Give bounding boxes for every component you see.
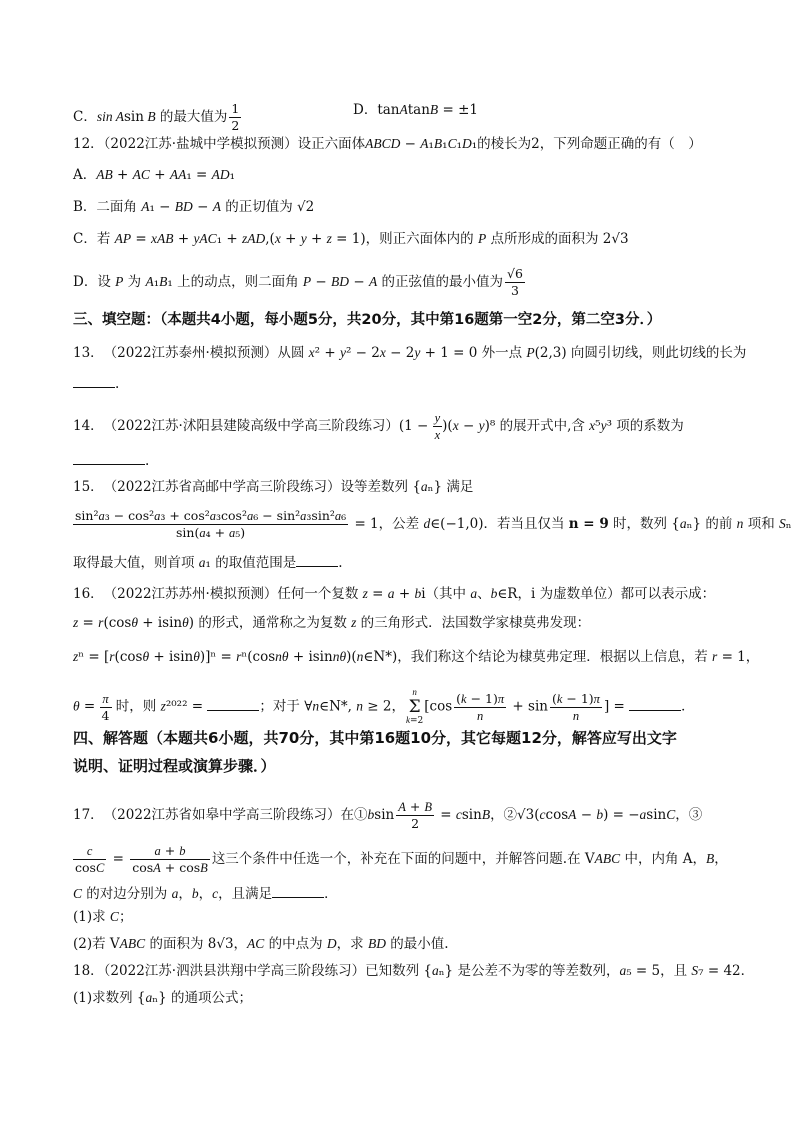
q17-line-3: C 的对边分别为 a，b，c，且满足 ． <box>73 883 338 903</box>
q15-line-2: $\frac{\text{sin²a₃ − cos²a₃ + cos²a₃cos²a₆ − sin²a₃sin²a₆}}{\text{sin(a₄ + a₅)}}$ = 1，公差 d∈(−1,0)．若当且仅当 n = 9 时，数列 {aₙ} 的前 n 项和 Sₙ <box>75 508 792 540</box>
q16-line-4: θ = $\frac{\pi}{4}$ 时，则 z²⁰²² = ；对于 ∀n∈N*, n ≥ 2，n Σ k=2[cos $\frac{(k - 1)\pi}{n}$ + sin $\frac{(k - 1)\pi}{n}$ ] = ． <box>73 687 695 726</box>
document-page: C．sin Asin B 的最大值为 $\frac{1}{2}$ D．tanAtanB = ±1 12．（2022江苏·盐城中学模拟预测）设正六面体ABCD − A₁B₁C₁D₁的棱长为2，下列命题正确的有（ ） A．AB + AC + AA₁ = AD₁ B．二面角 A₁ − BD − A 的正切值为 √2 C．若 AP = xAB + yAC₁ + zAD,(x + y + z = 1)，则正六面体内的 P 点所形成的面积为 2√3 D．设 P 为 A₁B₁ 上的动点，则二面角 P − BD − A 的正弦值的最小值为 $\frac{√6}{3}$ 三、填空题：（本题共4小题，每小题5分，共20分，其中第16题第一空2分，第二空3分．） 13． （2022江苏泰州·模拟预测）从圆 x² + y² − 2x − 2y + 1 = 0 外一点 P(2,3) 向圆引切线，则此切线的长为 . 14． （2022江苏·沭阳县建陵高级中学高三阶段练习）(1 − $\frac{y}{x}$ )(x − y)⁸ 的展开式中,含 x⁵y³ 项的系数为 . 15． （2022江苏省高邮中学高三阶段练习）设等差数列 {aₙ} 满足 $\frac{\text{sin²a₃ − cos²a₃ + cos²a₃cos²a₆ − sin²a₃sin²a₆}}{\text{sin(a₄ + a₅)}}$ = 1，公差 d∈(−1,0)．若当且仅当 n = 9 时，数列 {aₙ} 的前 n 项和 Sₙ 取得最大值，则首项 a₁ 的取值范围是 . 16． （2022江苏苏州·模拟预测）任何一个复数 z = a + bi（其中 a、b∈R，i 为虚数单位）都可以表示成： z = r(cosθ + isinθ) 的形式，通常称之为复数 z 的三角形式．法国数学家棣莫弗发现： zⁿ = [r(cosθ + isinθ)]ⁿ = rⁿ(cosnθ + isinnθ)(n∈N*)，我们称这个结论为棣莫弗定理．根据以上信息，若 r = 1， θ = $\frac{\pi}{4}$ 时，则 z²⁰²² = ；对于 ∀n∈N*, n ≥ 2，n Σ k=2[cos $\frac{(k - 1)\pi}{n}$ + sin $\frac{(k - 1)\pi}{n}$ ] = ． 四、解答题（本题共6小题，共70分，其中第16题10分，其它每题12分，解答应写出文字 说明、证明过程或演算步骤．） 17． （2022江苏省如皋中学高三阶段练习）在①bsin $\frac{A + B}{2}$ = csinB，②√3(ccosA − b) = −asinC，③ $\frac{c}{\cos C}$ = $\frac{a + b}{\cos A + \cos B}$ 这三个条件中任选一个，补充在下面的问题中，并解答问题.在 VABC 中，内角 A，B， C 的对边分别为 a，b，c，且满足 ． (1)求 C； (2)若 VABC 的面积为 8√3，AC 的中点为 D，求 BD 的最小值. 18．（2022江苏·泗洪县洪翔中学高三阶段练习）已知数列 {aₙ} 是公差不为零的等差数列，a₅ = 5，且 S₇ = 42． (1)求数列 {aₙ} 的通项公式； <box>73 101 792 1006</box>
q15-line-1: 15． （2022江苏省高邮中学高三阶段练习）设等差数列 {aₙ} 满足 <box>73 479 474 495</box>
q16-line-3: zⁿ = [r(cosθ + isinθ)]ⁿ = rⁿ(cosnθ + isinnθ)(n∈N*)，我们称这个结论为棣莫弗定理．根据以上信息，若 r = 1， <box>73 649 760 665</box>
section-4-heading-line-2: 说明、证明过程或演算步骤．） <box>73 757 276 775</box>
q13-answer-blank[interactable]: . <box>73 373 119 393</box>
q18-sub-1: (1)求数列 {aₙ} 的通项公式； <box>73 990 252 1006</box>
q17-line-2: $\frac{c}{\cos C}$ = $\frac{a + b}{\cos A + \cos B}$ 这三个条件中任选一个，补充在下面的问题中，并解答问题.在 VABC 中，内角 A，B， <box>75 843 728 875</box>
q14-text: 14． （2022江苏·沭阳县建陵高级中学高三阶段练习）(1 − $\frac{y}{x}$ )(x − y)⁸ 的展开式中,含 x⁵y³ 项的系数为 <box>73 411 684 442</box>
q12-option-d: D．设 P 为 A₁B₁ 上的动点，则二面角 P − BD − A 的正弦值的最小值为 $\frac{√6}{3}$ <box>73 266 523 298</box>
q16-line-1: 16． （2022江苏苏州·模拟预测）任何一个复数 z = a + bi（其中 a、b∈R，i 为虚数单位）都可以表示成： <box>73 586 716 602</box>
q12-option-a: A．AB + AC + AA₁ = AD₁ <box>73 167 236 183</box>
q17-line-1: 17． （2022江苏省如皋中学高三阶段练习）在①bsin $\frac{A + B}{2}$ = csinB，②√3(ccosA − b) = −asinC，③ <box>73 799 703 831</box>
q14-answer-blank[interactable]: . <box>73 450 149 470</box>
q12-option-c: C．若 AP = xAB + yAC₁ + zAD,(x + y + z = 1)，则正六面体内的 P 点所形成的面积为 2√3 <box>73 231 629 247</box>
q15-line-3: 取得最大值，则首项 a₁ 的取值范围是 . <box>73 552 343 572</box>
q11-option-d: D．tanAtanB = ±1 <box>353 102 478 118</box>
q17-sub-1: (1)求 C； <box>73 909 133 925</box>
q16-line-2: z = r(cosθ + isinθ) 的形式，通常称之为复数 z 的三角形式．法国数学家棣莫弗发现： <box>73 615 591 631</box>
section-3-heading: 三、填空题：（本题共4小题，每小题5分，共20分，其中第16题第一空2分，第二空3分．） <box>73 312 662 328</box>
q13-text: 13． （2022江苏泰州·模拟预测）从圆 x² + y² − 2x − 2y + 1 = 0 外一点 P(2,3) 向圆引切线，则此切线的长为 <box>73 345 747 361</box>
q17-sub-2: (2)若 VABC 的面积为 8√3，AC 的中点为 D，求 BD 的最小值. <box>73 936 449 952</box>
q18-line-1: 18．（2022江苏·泗洪县洪翔中学高三阶段练习）已知数列 {aₙ} 是公差不为零的等差数列，a₅ = 5，且 S₇ = 42． <box>73 963 755 979</box>
section-4-heading-line-1: 四、解答题（本题共6小题，共70分，其中第16题10分，其它每题12分，解答应写出文字 <box>73 729 677 747</box>
q12-option-b: B．二面角 A₁ − BD − A 的正切值为 √2 <box>73 199 315 215</box>
q12-stem: 12．（2022江苏·盐城中学模拟预测）设正六面体ABCD − A₁B₁C₁D₁的棱长为2，下列命题正确的有（ ） <box>73 136 702 152</box>
